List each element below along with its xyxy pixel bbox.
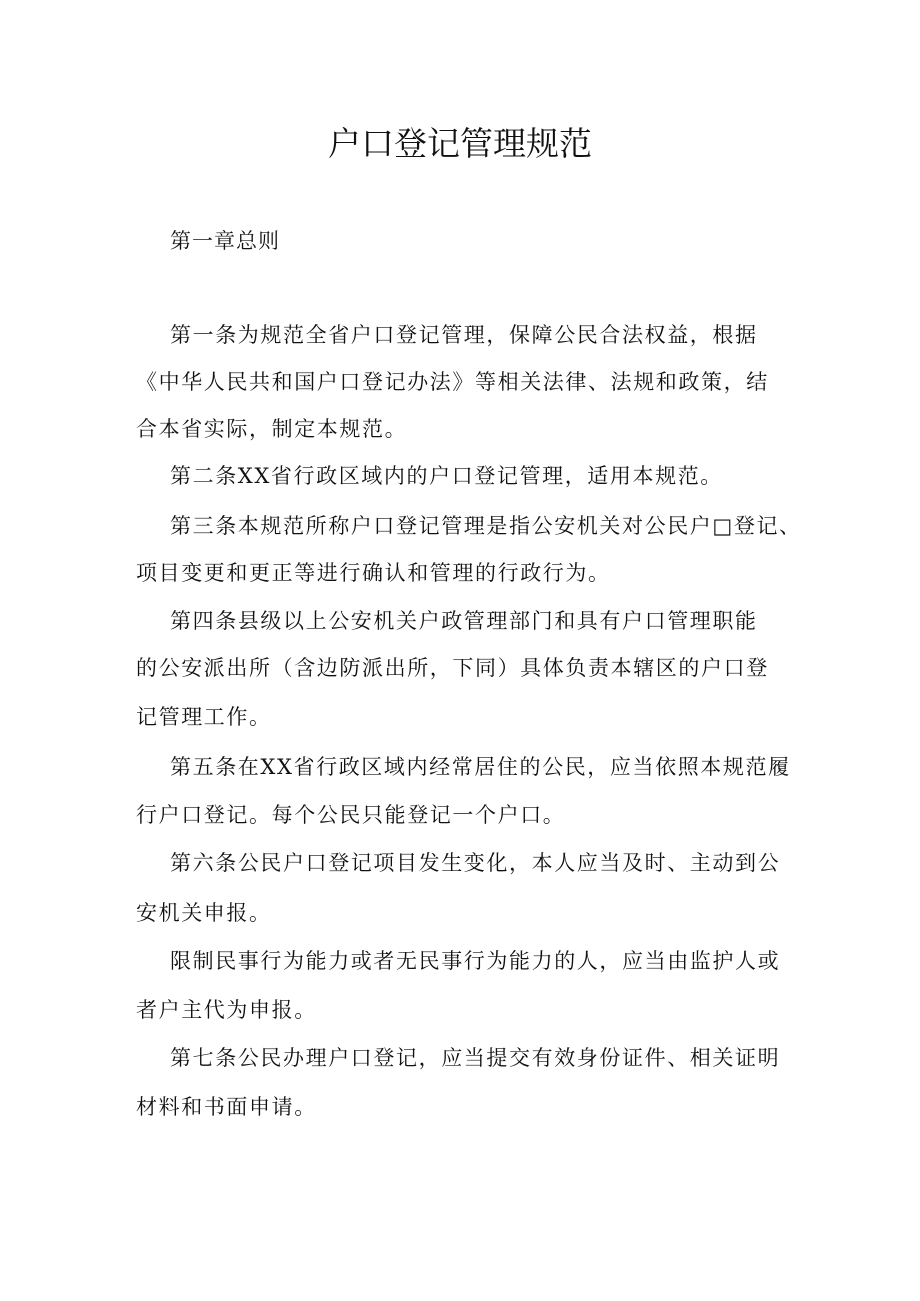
body-line: 第三条本规范所称户口登记管理是指公安机关对公民户□登记、 [170, 514, 802, 538]
body-line: 项目变更和更正等进行确认和管理的行政行为。 [136, 561, 611, 585]
body-line: 行户口登记。每个公民只能登记一个户口。 [136, 803, 566, 827]
body-line: 材料和书面申请。 [136, 1095, 317, 1119]
body-line: 者户主代为申报。 [136, 998, 317, 1022]
body-line: 安机关申报。 [136, 901, 272, 925]
body-line: 第二条XX省行政区域内的户口登记管理，适用本规范。 [170, 464, 723, 488]
chapter-heading: 第一章总则 [170, 229, 280, 253]
body-line: 限制民事行为能力或者无民事行为能力的人，应当由监护人或 [170, 949, 781, 973]
body-line: 第一条为规范全省户口登记管理，保障公民合法权益，根据 [170, 323, 758, 347]
body-line: 的公安派出所（含边防派出所，下同）具体负责本辖区的户口登 [136, 656, 769, 680]
body-line: 第七条公民办理户口登记，应当提交有效身份证件、相关证明 [170, 1046, 781, 1070]
document-title: 户口登记管理规范 [328, 124, 592, 163]
body-line: 第四条县级以上公安机关户政管理部门和具有户口管理职能 [170, 609, 758, 633]
body-line: 记管理工作。 [136, 705, 272, 729]
body-line: 合本省实际，制定本规范。 [136, 417, 408, 441]
body-line: 第五条在XX省行政区域内经常居住的公民，应当依照本规范履 [170, 755, 791, 779]
body-line: 《中华人民共和国户口登记办法》等相关法律、法规和政策，结 [136, 370, 769, 394]
body-line: 第六条公民户口登记项目发生变化，本人应当及时、主动到公 [170, 851, 781, 875]
